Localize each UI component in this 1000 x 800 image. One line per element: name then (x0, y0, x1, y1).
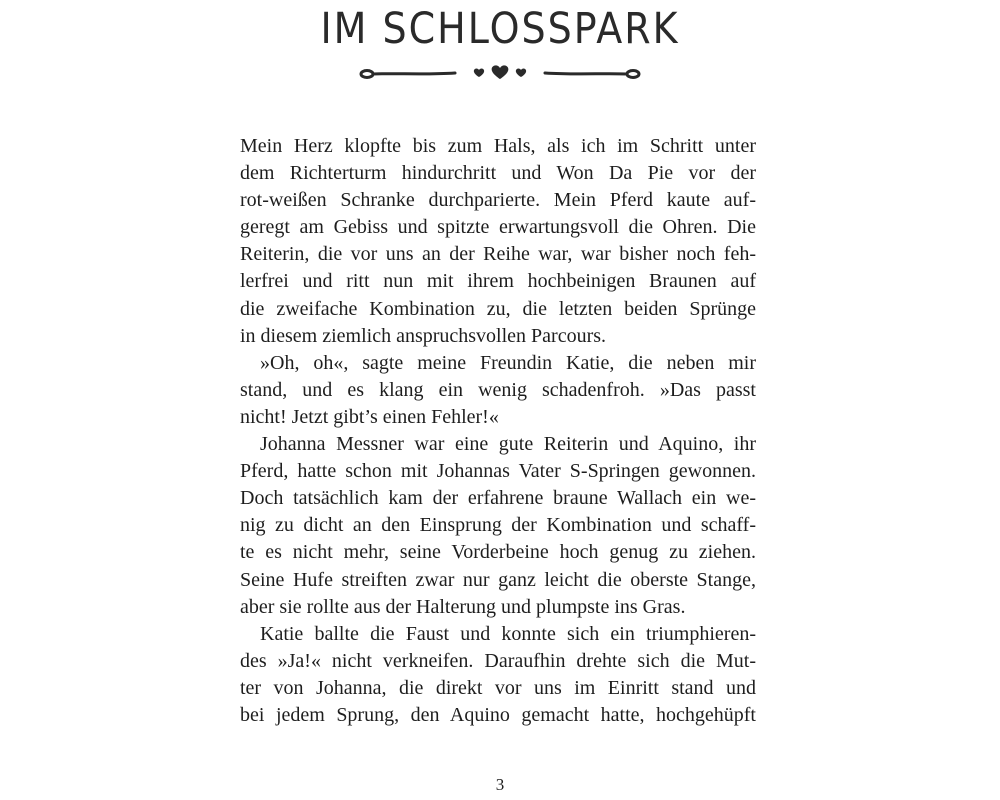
text-line: rot-weißen Schranke durchparierte. Mein Pferd kaute auf- (240, 189, 756, 212)
text-line: nig zu dicht an den Einsprung der Kombination und schaff- (240, 514, 756, 537)
text-line: Pferd, hatte schon mit Johannas Vater S-Springen gewonnen. (240, 460, 756, 483)
body-text (240, 133, 756, 729)
text-line: stand, und es klang ein wenig schadenfroh. »Das passt (240, 378, 756, 401)
text-line: »Oh, oh«, sagte meine Freundin Katie, die neben mir (260, 351, 756, 374)
heart-icon (492, 65, 509, 79)
text-line: Katie ballte die Faust und konnte sich ein triumphieren- (260, 622, 756, 645)
heart-divider-ornament (355, 58, 645, 88)
text-line: Doch tatsächlich kam der erfahrene braune Wallach ein we- (240, 487, 756, 510)
right-swash-line (545, 73, 627, 74)
text-line: Mein Herz klopfte bis zum Hals, als ich im Schritt unter (240, 135, 756, 157)
chapter-title: IM SCHLOSSPARK (320, 4, 680, 54)
text-line: Reiterin, die vor uns an der Reihe war, war bisher noch feh- (240, 243, 756, 266)
small-heart-left-icon (474, 69, 484, 77)
page-number: 3 (495, 775, 505, 794)
text-line: Johanna Messner war eine gute Reiterin und Aquino, ihr (260, 433, 756, 456)
small-heart-right-icon (516, 69, 526, 77)
text-line: dem Richterturm hindurchritt und Won Da Pie vor der (240, 162, 756, 185)
right-loop-icon (627, 71, 639, 78)
text-line: nicht! Jetzt gibt’s einen Fehler!« (240, 405, 499, 428)
text-line: aber sie rollte aus der Halterung und plumpste ins Gras. (240, 595, 686, 618)
text-line: lerfrei und ritt nun mit ihrem hochbeinigen Braunen auf (240, 270, 756, 293)
text-line: des »Ja!« nicht verkneifen. Daraufhin drehte sich die Mut- (240, 649, 756, 672)
text-line: die zweifache Kombination zu, die letzten beiden Sprünge (240, 297, 756, 320)
text-line: Seine Hufe streiften zwar nur ganz leicht die oberste Stange, (240, 568, 756, 591)
text-line: bei jedem Sprung, den Aquino gemacht hatte, hochgehüpft (240, 703, 756, 726)
text-line: in diesem ziemlich anspruchsvollen Parcours. (240, 324, 607, 347)
text-line: geregt am Gebiss und spitzte erwartungsvoll die Ohren. Die (240, 216, 756, 239)
left-loop-icon (361, 71, 373, 78)
text-line: ter von Johanna, die direkt vor uns im Einritt stand und (240, 676, 756, 699)
text-line: te es nicht mehr, seine Vorderbeine hoch genug zu ziehen. (240, 541, 756, 564)
left-swash-line (373, 73, 455, 74)
